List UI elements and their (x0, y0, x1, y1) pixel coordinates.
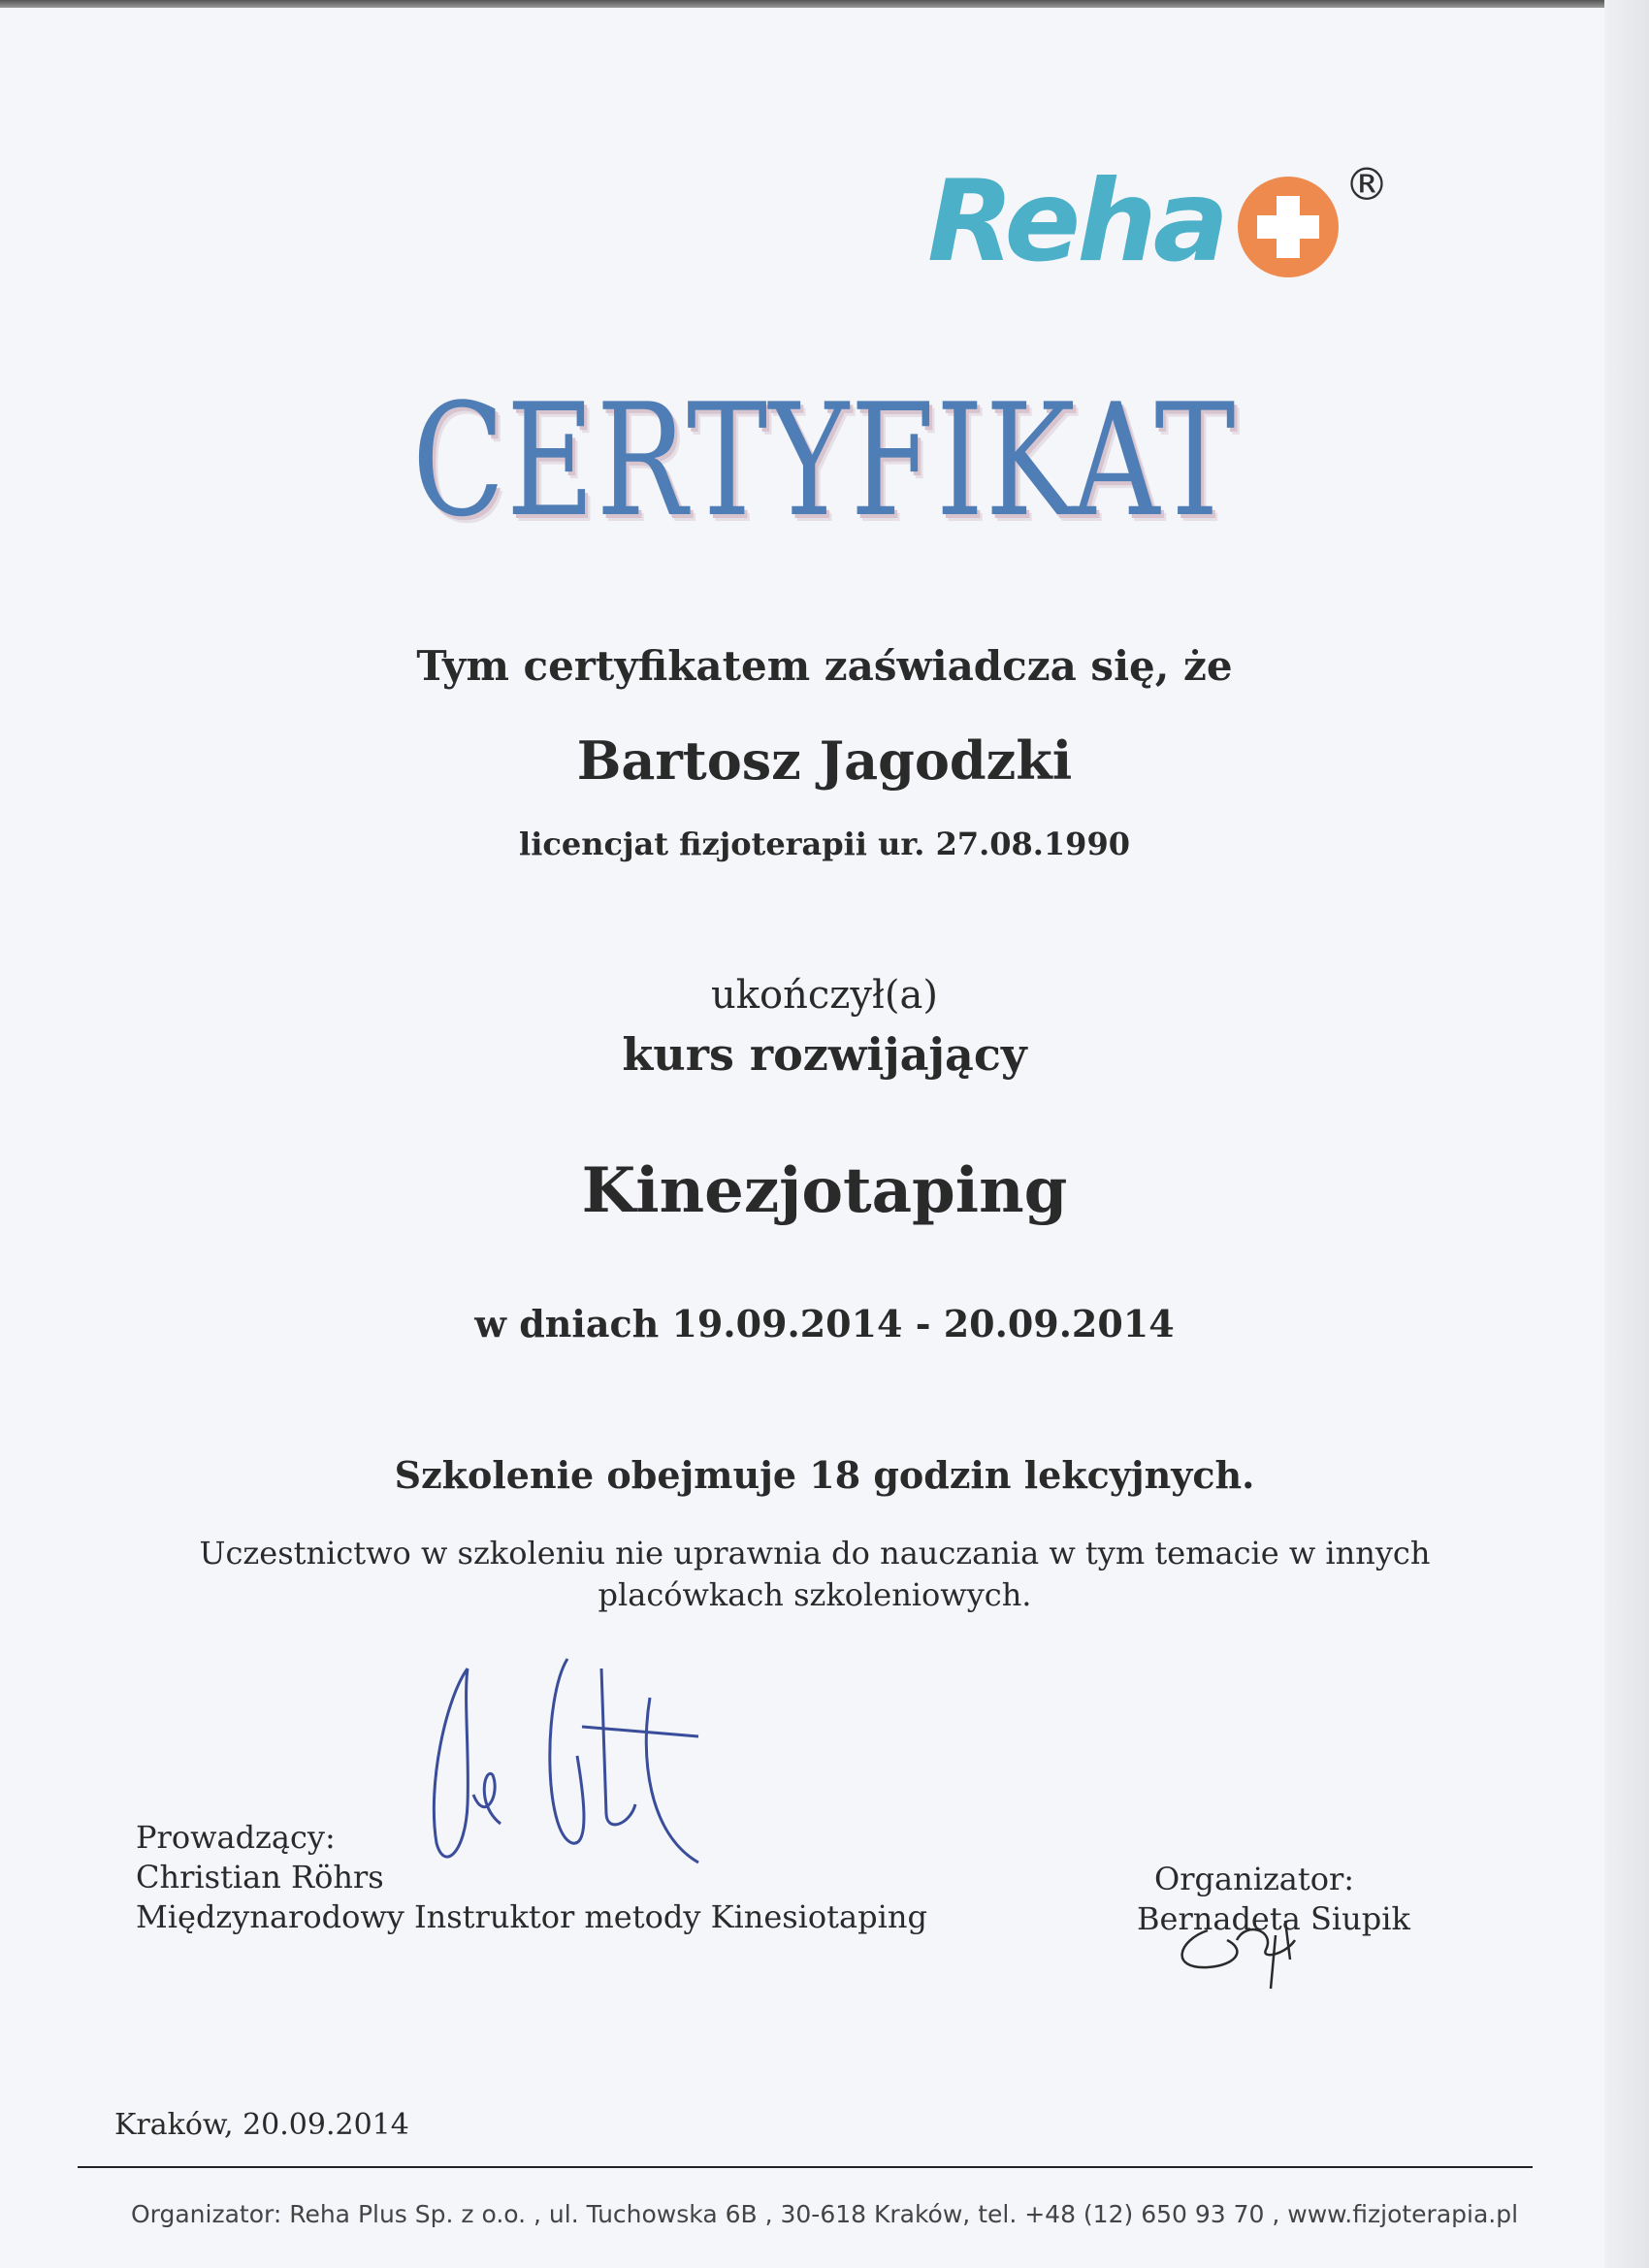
organizer-name: Bernadeta Siupik (1137, 1900, 1410, 1937)
footer-organizer-info: Organizator: Reha Plus Sp. z o.o. , ul. Tuchowska 6B , 30-618 Kraków, tel. +48 (12) 650 93 70 , www.fizjoterapia.pl (130, 2200, 1519, 2228)
scan-edge-top (0, 0, 1649, 8)
instructor-label: Prowadzący: (136, 1819, 336, 1856)
instructor-name: Christian Röhrs (136, 1859, 384, 1895)
attestation-text: Tym certyfikatem zaświadcza się, że (416, 642, 1233, 690)
instructor-role: Międzynarodowy Instruktor metody Kinesiotaping (136, 1898, 927, 1935)
course-name: Kinezjotaping (581, 1154, 1068, 1227)
course-hours: Szkolenie obejmuje 18 godzin lekcyjnych. (394, 1453, 1255, 1497)
participation-note: Uczestnictwo w szkoleniu nie uprawnia do nauczania w tym temacie w innych placówkach szkoleniowych. (199, 1535, 1431, 1613)
registered-mark: ® (1344, 158, 1389, 211)
footer-divider (78, 2166, 1533, 2168)
plus-icon (1238, 177, 1339, 277)
recipient-name: Bartosz Jagodzki (576, 729, 1073, 792)
logo-brand-text: Reha (927, 156, 1226, 287)
reha-logo (922, 146, 1426, 301)
course-type: kurs rozwijający (622, 1028, 1027, 1081)
course-dates: w dniach 19.09.2014 - 20.09.2014 (474, 1302, 1175, 1345)
certificate-title: CERTYFIKAT (411, 370, 1238, 551)
scan-edge-right (1604, 0, 1649, 2268)
completed-text: ukończył(a) (711, 973, 938, 1018)
place-date: Kraków, 20.09.2014 (114, 2108, 409, 2142)
organizer-label: Organizator: (1154, 1861, 1355, 1897)
organizer-signature (1169, 1901, 1334, 1993)
instructor-block (136, 1818, 927, 1937)
recipient-degree: licencjat fizjoterapii ur. 27.08.1990 (519, 826, 1130, 862)
